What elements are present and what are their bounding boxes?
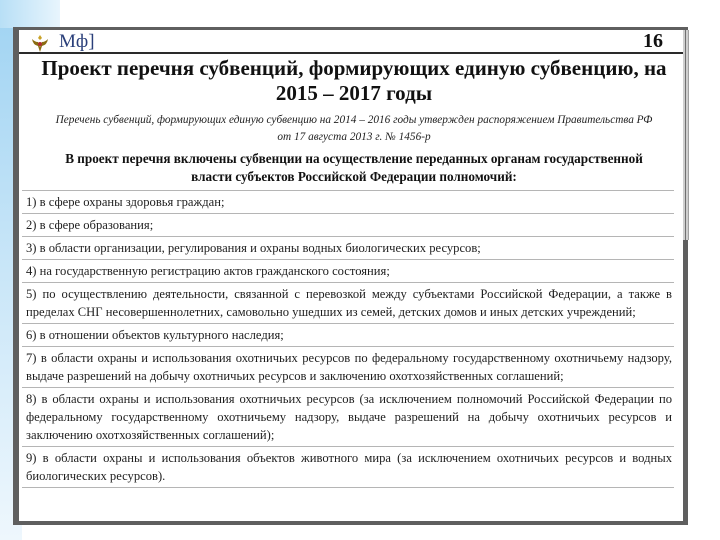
italic-note: Перечень субвенций, формирующих единую субвенцию на 2014 – 2016 годы утвержден распоряжением Правительства РФ от 17 августа 2013 г. № 1456-р: [55, 114, 653, 143]
document-page: [19, 30, 683, 521]
section-subheading: В проект перечня включены субвенции на осуществление переданных органам государственной власти субъектов Российской Федерации полномочий:: [65, 151, 643, 184]
list-item: 9) в области охраны и использования объектов животного мира (за исключением охотничьих ресурсов и водных биологических ресурсов).: [22, 446, 674, 488]
list-item: 1) в сфере охраны здоровья граждан;: [22, 190, 674, 213]
list-item: 7) в области охраны и использования охотничьих ресурсов по федеральному государственному охотничьему надзору, выдаче разрешений на добычу охотничьих ресурсов и заключению охотхозяйственных соглашений;: [22, 346, 674, 387]
page-title: Проект перечня субвенций, формирующих единую субвенцию, на 2015 – 2017 годы: [41, 56, 667, 105]
list-item: 4) на государственную регистрацию актов гражданского состояния;: [22, 259, 674, 282]
list-item: 5) по осуществлению деятельности, связанной с перевозкой между субъектами Российской Федерации, а также в пределах СНГ несовершеннолетних, самовольно ушедших из семей, детских домов и иных детских учреждений;: [22, 282, 674, 323]
header-divider: [19, 52, 683, 54]
list-item: 2) в сфере образования;: [22, 213, 674, 236]
list-item: 6) в отношении объектов культурного наследия;: [22, 323, 674, 346]
page-header: [19, 30, 683, 52]
subvention-list: [22, 190, 674, 488]
decorative-corner: [0, 0, 60, 28]
page-number: 16: [643, 30, 663, 52]
list-item: 8) в области охраны и использования охотничьих ресурсов (за исключением полномочий Российской Федерации по федеральному государственному охотничьему надзору, выдаче разрешений на добычу охотничьих ресурсов и заключению охотхозяйственных соглашений);: [22, 387, 674, 446]
list-item: 3) в области организации, регулирования и охраны водных биологических ресурсов;: [22, 236, 674, 259]
ministry-logo-text: Мф]: [59, 31, 95, 52]
